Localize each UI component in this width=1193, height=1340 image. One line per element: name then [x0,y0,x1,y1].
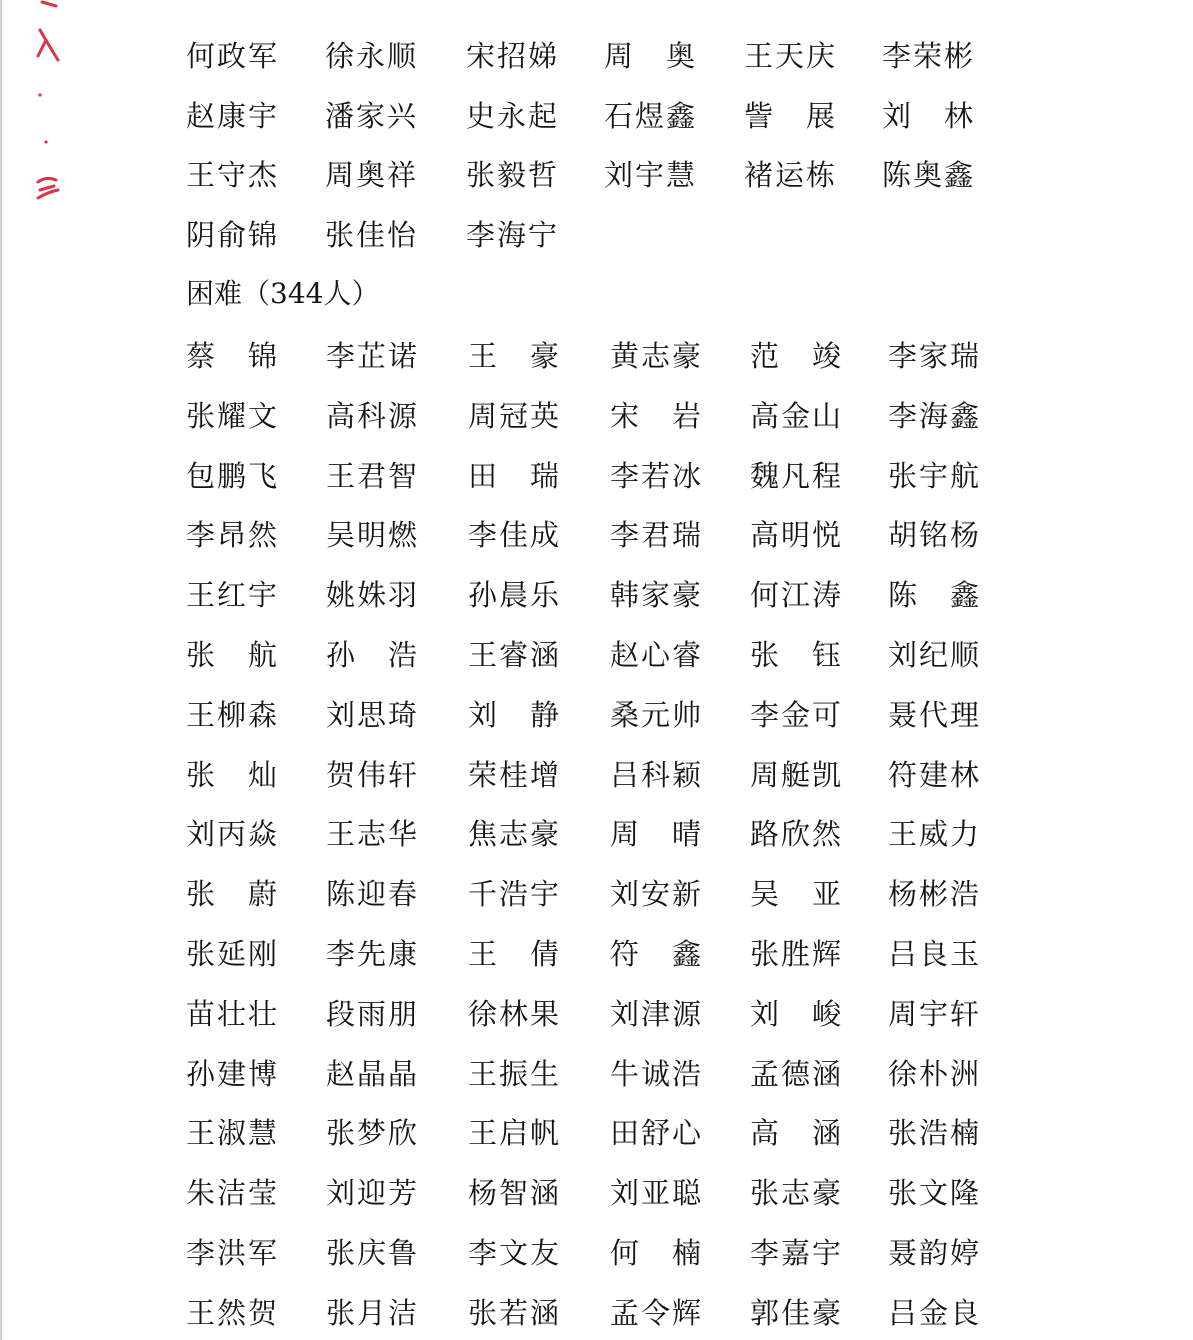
name-entry: 宋 岩 [610,398,702,433]
name-entry: 李 家 瑞 [888,339,980,373]
name-entry: 王 柳 森 [186,697,278,732]
name-row [186,334,1046,378]
name-entry: 张 浩 楠 [888,1116,980,1151]
name-entry: 张 志 豪 [750,1176,842,1211]
name-entry: 符 鑫 [610,937,702,971]
name-entry: 李 嘉 宇 [750,1236,842,1270]
name-entry: 何 楠 [610,1236,702,1270]
name-entry: 韩 家 豪 [610,578,702,613]
name-entry: 张 宇 航 [888,458,980,493]
name-entry: 孟 德 涵 [750,1056,842,1091]
name-entry: 陈 鑫 [888,578,980,613]
name-entry: 孙 建 博 [186,1056,278,1091]
name-entry: 阴 俞 锦 [186,217,278,252]
name-entry: 王 睿 涵 [468,638,560,672]
name-entry: 苗 壮 壮 [186,996,278,1031]
name-row [186,992,1046,1036]
name-entry: 何 江 涛 [750,578,842,613]
name-entry: 杨 彬 浩 [888,877,980,912]
name-entry: 张 航 [186,638,278,672]
name-entry: 訾 展 [744,98,836,133]
name-row [186,394,1046,438]
name-entry: 聂 韵 婷 [888,1236,980,1270]
name-entry: 孙 晨 乐 [468,578,560,613]
name-entry: 王 红 宇 [186,578,278,613]
name-entry: 孟 令 辉 [610,1295,702,1330]
name-entry: 周 艇 凯 [750,757,842,792]
red-seal-fragment [34,0,74,210]
name-row [186,1052,1046,1096]
name-entry: 高 明 悦 [750,518,842,553]
name-entry: 田 舒 心 [610,1116,702,1151]
name-entry: 张 耀 文 [186,398,278,433]
name-entry: 李 文 友 [468,1236,560,1270]
name-entry: 聂 代 理 [888,697,980,732]
name-entry: 焦 志 豪 [468,817,560,852]
name-row [186,1111,1046,1155]
name-row [186,812,1046,856]
name-entry: 张 延 刚 [186,937,278,971]
name-row [186,1231,1046,1275]
name-entry: 褚 运 栋 [744,158,836,192]
name-row [186,633,1046,677]
page-left-edge [0,0,2,1340]
name-row [186,1171,1046,1215]
name-entry: 王 君 智 [326,458,418,493]
name-entry: 高 科 源 [326,398,418,433]
name-entry: 周 冠 英 [468,398,560,433]
name-entry: 贺 伟 轩 [326,757,418,792]
name-row [186,454,1046,498]
section-heading-difficult: 困难（344人） [186,277,380,310]
name-row [186,513,1046,557]
name-entry: 孙 浩 [326,638,418,672]
name-entry: 史 永 起 [466,98,558,133]
name-entry: 吴 明 燃 [326,518,418,553]
name-entry: 张 毅 哲 [466,158,558,192]
name-entry: 潘 家 兴 [325,98,417,133]
name-entry: 刘 峻 [750,996,842,1031]
name-entry: 刘 思 琦 [326,697,418,732]
name-entry: 张 文 隆 [888,1176,980,1211]
name-row [186,872,1046,916]
name-entry: 千 浩 宇 [468,877,560,912]
name-entry: 石 煜 鑫 [604,98,696,133]
name-entry: 王 守 杰 [186,158,278,192]
name-entry: 符 建 林 [888,757,980,792]
name-entry: 刘 亚 聪 [610,1176,702,1211]
name-entry: 陈 奥 鑫 [882,158,974,192]
name-entry: 陈 迎 春 [326,877,418,912]
name-entry: 王 志 华 [326,817,418,852]
name-row [186,213,1046,257]
name-entry: 赵 心 睿 [610,638,702,672]
name-entry: 王 倩 [468,937,560,971]
name-row [186,932,1046,976]
name-entry: 王 振 生 [468,1056,560,1091]
name-entry: 张 灿 [186,757,278,792]
name-entry: 李 海 鑫 [888,398,980,433]
name-entry: 李 海 宁 [466,217,558,252]
name-entry: 荣 桂 增 [468,757,560,792]
name-entry: 赵 康 宇 [186,98,278,133]
name-entry: 李 君 瑞 [610,518,702,553]
name-entry: 蔡 锦 [186,339,278,373]
name-entry: 刘 静 [468,697,560,732]
name-entry: 李 若 冰 [610,458,702,493]
name-entry: 田 瑞 [468,458,560,493]
name-entry: 刘 丙 焱 [186,817,278,852]
name-row [186,153,1046,197]
name-entry: 王 豪 [468,339,560,373]
name-entry: 姚 姝 羽 [326,578,418,613]
name-entry: 王 天 庆 [744,39,836,73]
name-entry: 刘 纪 顺 [888,638,980,672]
name-entry: 何 政 军 [186,39,278,73]
name-entry: 张 佳 怡 [325,217,417,252]
name-entry: 胡 铭 杨 [888,518,980,553]
name-entry: 张 梦 欣 [326,1116,418,1151]
name-entry: 刘 林 [882,98,974,133]
name-entry: 王 淑 慧 [186,1116,278,1151]
name-entry: 段 雨 朋 [326,996,418,1031]
name-entry: 吕 良 玉 [888,937,980,971]
name-entry: 吕 科 颖 [610,757,702,792]
name-entry: 路 欣 然 [750,817,842,852]
name-entry: 王 威 力 [888,817,980,852]
name-entry: 周 奥 祥 [325,158,417,192]
name-entry: 刘 迎 芳 [326,1176,418,1211]
name-entry: 包 鹏 飞 [186,458,278,493]
name-entry: 魏 凡 程 [750,458,842,493]
name-entry: 高 涵 [750,1116,842,1151]
name-entry: 牛 诚 浩 [610,1056,702,1091]
name-entry: 杨 智 涵 [468,1176,560,1211]
name-entry: 李 芷 诺 [326,339,418,373]
name-entry: 刘 安 新 [610,877,702,912]
name-row [186,1291,1046,1335]
name-entry: 张 钰 [750,638,842,672]
name-entry: 周 宇 轩 [888,996,980,1031]
name-entry: 徐 林 果 [468,996,560,1031]
name-entry: 范 竣 [750,339,842,373]
name-entry: 张 胜 辉 [750,937,842,971]
name-entry: 李 先 康 [326,937,418,971]
name-entry: 高 金 山 [750,398,842,433]
name-entry: 李 佳 成 [468,518,560,553]
name-entry: 黄 志 豪 [610,339,702,373]
name-row [186,753,1046,797]
name-entry: 徐 朴 洲 [888,1056,980,1091]
name-entry: 张 月 洁 [326,1295,418,1330]
name-row [186,34,1046,78]
name-row [186,94,1046,138]
name-entry: 张 若 涵 [468,1295,560,1330]
name-entry: 宋 招 娣 [466,39,558,73]
name-entry: 周 奥 [604,39,696,73]
name-entry: 张 庆 鲁 [326,1236,418,1270]
name-entry: 桑 元 帅 [610,697,702,732]
name-entry: 李 洪 军 [186,1236,278,1270]
name-entry: 朱 洁 莹 [186,1176,278,1211]
name-entry: 周 晴 [610,817,702,852]
name-entry: 刘 津 源 [610,996,702,1031]
name-entry: 王 然 贺 [186,1295,278,1330]
name-entry: 徐 永 顺 [325,39,417,73]
name-entry: 郭 佳 豪 [750,1295,842,1330]
name-row [186,693,1046,737]
name-entry: 吕 金 良 [888,1295,980,1330]
name-entry: 李 金 可 [750,697,842,732]
name-entry: 刘 宇 慧 [604,158,696,192]
name-entry: 吴 亚 [750,877,842,912]
name-entry: 李 荣 彬 [882,39,974,73]
name-entry: 李 昂 然 [186,518,278,553]
name-entry: 赵 晶 晶 [326,1056,418,1091]
name-row [186,573,1046,617]
name-entry: 张 蔚 [186,877,278,912]
name-entry: 王 启 帆 [468,1116,560,1151]
